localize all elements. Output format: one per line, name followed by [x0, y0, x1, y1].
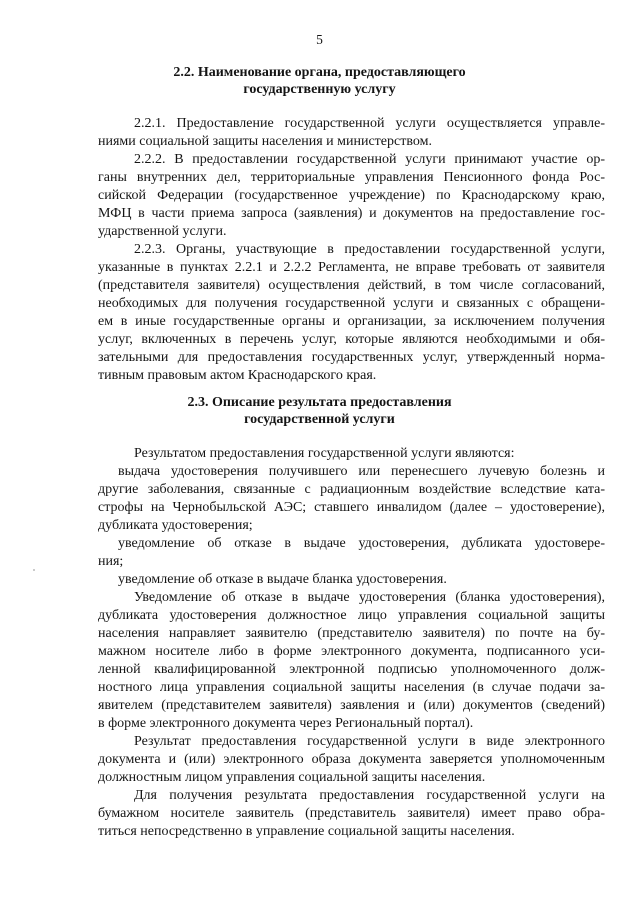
text-line: Уведомление об отказе в выдаче удостоверения (бланка удостоверения),: [134, 590, 605, 605]
text-line: 2.2.3. Органы, участвующие в предоставлении государственной услуги,: [134, 242, 605, 257]
text-line: ем в иные государственные органы и организации, за исключением получения: [98, 314, 605, 329]
text-line: строфы на Чернобыльской АЭС; ставшего инвалидом (далее – удостоверение),: [98, 500, 605, 515]
text-line: ленной квалифицированной электронной подписью уполномоченного долж-: [98, 662, 605, 677]
text-line: МФЦ в части приема запроса (заявления) и документов на предоставление гос-: [98, 206, 605, 221]
text-line: другие заболевания, связанные с радиационным воздействие вследствие ката-: [98, 482, 605, 497]
text-line: уведомление об отказе в выдаче удостоверения, дубликата удостовере-: [118, 536, 605, 551]
text-line: 2.2.1. Предоставление государственной услуги осуществляется управле-: [134, 116, 605, 131]
text-line: явителем (представителем заявителя) заявления и (или) документов (сведений): [98, 698, 605, 713]
text-line: необходимых для получения государственной услуги и связанных с обращени-: [98, 296, 605, 311]
text-line: услуг, включенных в перечень услуг, которые являются необходимыми и обя-: [98, 332, 605, 347]
text-line: бумажном носителе заявитель (представитель заявителя) имеет право обра-: [98, 806, 605, 821]
text-line: ния;: [98, 554, 124, 569]
text-line: Для получения результата предоставления государственной услуги на: [134, 788, 605, 803]
text-line: (представителя заявителя) осуществления действий, в том числе согласований,: [98, 278, 605, 293]
text-line: зательными для предоставления государственных услуг, утвержденный норма-: [98, 350, 605, 365]
page-number: 5: [316, 32, 323, 47]
text-line: Результатом предоставления государственной услуги являются:: [134, 446, 515, 461]
text-line: документа и (или) электронного образа документа заверяется уполномоченным: [98, 752, 605, 767]
text-line: тивным правовым актом Краснодарского края.: [98, 368, 377, 383]
text-line: ниями социальной защиты населения и министерством.: [98, 134, 432, 149]
scan-speck: [33, 569, 35, 571]
text-line: указанные в пунктах 2.2.1 и 2.2.2 Регламента, не вправе требовать от заявителя: [98, 260, 605, 275]
text-line: населения направляет заявителю (представителю заявителя) по почте на бу-: [98, 626, 605, 641]
text-line: ударственной услуги.: [98, 224, 227, 239]
heading-line: государственную услугу: [243, 82, 396, 97]
text-line: мажном носителе либо в форме электронного документа, подписанного уси-: [98, 644, 605, 659]
text-line: дубликата удостоверения;: [98, 518, 253, 533]
section-2-3-heading: [0, 394, 639, 428]
heading-line: государственной услуги: [244, 412, 395, 427]
text-line: титься непосредственно в управление социальной защиты населения.: [98, 824, 515, 839]
heading-line: 2.3. Описание результата предоставления: [187, 395, 452, 410]
text-line: дубликата удостоверения должностное лицо управления социальной защиты: [98, 608, 605, 623]
text-line: в форме электронного документа через Региональный портал).: [98, 716, 474, 731]
text-line: ностного лица управления социальной защиты населения (в случае подачи за-: [98, 680, 605, 695]
text-line: сийской Федерации (государственное учреждение) по Краснодарскому краю,: [98, 188, 605, 203]
text-line: должностным лицом управления социальной защиты населения.: [98, 770, 486, 785]
text-line: уведомление об отказе в выдаче бланка удостоверения.: [118, 572, 447, 587]
text-line: выдача удостоверения получившего или перенесшего лучевую болезнь и: [118, 464, 605, 479]
text-line: Результат предоставления государственной услуги в виде электронного: [134, 734, 605, 749]
text-line: ганы внутренних дел, территориальные управления Пенсионного фонда Рос-: [98, 170, 605, 185]
heading-line: 2.2. Наименование органа, предоставляющего: [173, 65, 466, 80]
section-2-2-heading: [0, 64, 639, 98]
text-line: 2.2.2. В предоставлении государственной услуги принимают участие ор-: [134, 152, 605, 167]
